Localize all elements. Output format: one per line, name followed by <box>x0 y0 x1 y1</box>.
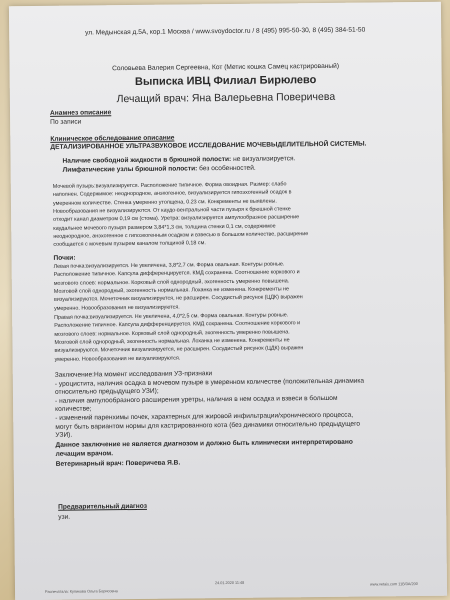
right-kidney-line: Мозговой слой однородный, эхогенность нормальная. Лоханка не изменена. Конкременты не <box>54 337 290 346</box>
document-sheet <box>9 2 447 600</box>
left-kidney-line: визуализируются. Мочеточник визуализируется, не расширен. Сосудистый рисунок (ЦДК) выражен <box>53 294 303 304</box>
vet-name: Поверичева Я.В. <box>125 459 181 468</box>
bladder-line: умеренном количестве. Стенка умеренно утолщена, 0.23 см. Конкременты не выявлены. <box>52 198 277 207</box>
patient-line: Соловьева Валерия Сергеевна, Кот (Метис кошка Самец кастрированый) <box>112 62 340 73</box>
conclusion-line: УЗИ). <box>55 431 73 440</box>
lymph-nodes-label: Лимфатические узлы брюшной полости: <box>62 165 198 174</box>
clinical-heading: Клиническое обследование описание <box>50 134 175 143</box>
left-kidney-line: Расположение типичное. Капсула дифференцируется. КМД сохранена. Соотношение коркового и <box>53 269 300 279</box>
conclusion-line: Заключение:На момент исследования УЗ-признаки <box>54 370 213 379</box>
right-kidney-line: Расположение типичное. Капсула дифференцируется. КМД сохранена. Соотношение коркового и <box>54 320 301 330</box>
footer-printed-by: Распечатала: Куликова Ольга Борисовна <box>45 589 118 594</box>
bladder-line: отходит канал диаметром 0,19 см (стома). Уретра: визуализируется ампулообразное расширение <box>53 214 300 224</box>
conclusion-line: - уроцистита, наличия осадка в мочевом пузыре в умеренном количестве (положительная динамика <box>54 377 365 388</box>
right-kidney-line: умеренно. Новообразования не визуализируются. <box>54 355 181 363</box>
vet-line <box>56 460 181 468</box>
clinic-address: ул. Медынская д.5А, кор.1 Москва / www.svoydoctor.ru / 8 (495) 995-50-30, 8 (495) 384-51-50 <box>85 26 366 37</box>
footer-date: 24.01.2020 11:48 <box>214 580 245 586</box>
free-fluid-line <box>62 155 295 164</box>
right-kidney-line: визуализируются. Мочеточник визуализируется, не расширен. Сосудистый рисунок (ЦДК) выражен <box>54 345 304 355</box>
bladder-line: Новообразования не визуализируются. От каудо-вентральной части пузыря к брюшной стенке <box>53 206 291 215</box>
conclusion-line: количестве; <box>55 405 92 414</box>
bladder-line: наполнен. Содержимое: неоднородное, анэхогенное, визуализируется гипоэхогенный осадок в <box>52 189 292 199</box>
left-kidney-line: мозгового слоев: нормальное. Корковый слой однородный, эхогенность умеренно повышена. <box>53 277 290 287</box>
bladder-line: неоднородное, анэхогенное с гипоэхогенным осадком и взвесью в большом количестве, расширение <box>53 230 309 240</box>
left-kidney-line: Левая почка:визуализируется. Не увеличена, 3,8*2,7 см. Форма овальная. Контуры ровные. <box>53 261 285 270</box>
kidneys-heading: Почки: <box>53 254 76 262</box>
diagnosis-text: узи. <box>58 513 71 521</box>
right-kidney-line: мозгового слоев: нормальное. Корковый слой однородный, эхогенность умеренно повышена. <box>54 328 290 338</box>
document-title: Выписка ИВЦ Филиал Бирюлево <box>134 74 317 88</box>
conclusion-line: могут быть вариантом нормы для кастрированного кота (без динамики относительно предыдущего <box>55 420 361 431</box>
right-kidney-line: Правая почка:визуализируется. Не увеличена, 4,0*2,5 см. Форма овальная. Контуры ровные. <box>54 312 289 321</box>
disclaimer-line: Данное заключение не является диагнозом и должно быть клинически интерпретировано <box>55 438 353 449</box>
lymph-nodes-line <box>63 165 256 174</box>
free-fluid-label: Наличие свободной жидкости в брюшной полости: <box>62 155 232 165</box>
disclaimer-line: лечащим врачом. <box>55 450 114 458</box>
lymph-nodes-value: без особенностей. <box>199 164 256 173</box>
free-fluid-value: не визуализируется. <box>233 155 296 163</box>
anamnesis-heading: Анамнез описание <box>49 109 112 117</box>
conclusion-line: - наличия ампулообразного расширения уретры, наличия в нем осадка и взвеси в большом <box>55 394 338 405</box>
conclusion-line: относительно предыдущего УЗИ); <box>54 387 159 397</box>
left-kidney-line: Мозговой слой однородный, эхогенность нормальная. Лоханка не изменена. Конкременты не <box>53 286 290 295</box>
vet-label: Ветеринарный врач: <box>55 460 124 468</box>
bladder-line: каудальнее мочевого пузыря размером 3,84*1,3 см, толщина стенки 0,1 см, содержимое <box>53 222 276 232</box>
clinical-subheading: ДЕТАЛИЗИРОВАННОЕ УЛЬТРАЗВУКОВОЕ ИССЛЕДОВАНИЕ МОЧЕВЫДЕЛИТЕЛЬНОЙ СИСТЕМЫ. <box>50 140 367 151</box>
bladder-line: Мочевой пузырь:визуализируется. Расположение типичное. Форма овоидная. Размер: слабо <box>52 181 287 190</box>
footer-site: www.vetais.com 11B/3A/200 <box>369 582 418 587</box>
diagnosis-heading: Предварительный диагноз <box>58 502 148 511</box>
anamnesis-text: По записи <box>50 118 82 126</box>
bladder-line: сообщается с мочевым пузырем каналом толщиной 0,18 см. <box>53 240 206 248</box>
left-kidney-line: умеренно. Новообразования не визуализируются. <box>54 304 180 312</box>
doctor-line: Лечащий врач: Яна Валерьевна Поверичева <box>116 90 336 106</box>
conclusion-line: - изменений паренхимы почек, характерных для жировой инфильтрации/хронического процесса, <box>55 411 354 422</box>
